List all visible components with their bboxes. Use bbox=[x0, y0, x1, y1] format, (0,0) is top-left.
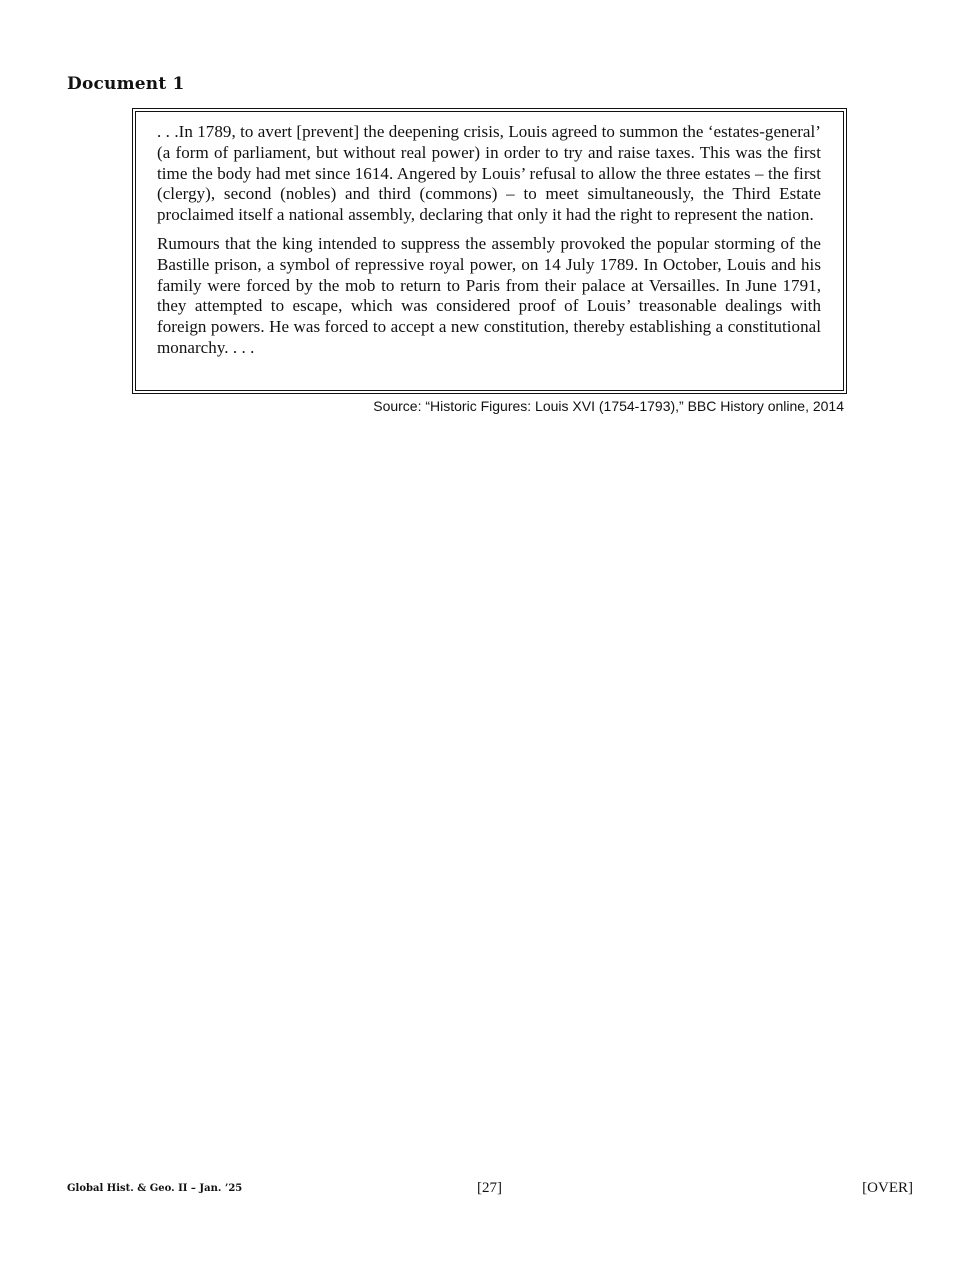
footer-exam-label: Global Hist. & Geo. II – Jan. ’25 bbox=[67, 1183, 243, 1194]
footer-over-label: [OVER] bbox=[862, 1180, 913, 1196]
excerpt-paragraph-1: . . .In 1789, to avert [prevent] the deepening crisis, Louis agreed to summon the ‘estates-general’ (a form of parliament, but without real power) in order to try and raise taxes. This was the first time the body had met since 1614. Angered by Louis’ refusal to allow the three estates – the first (clergy), second (nobles) and third (commons) – to meet simultaneously, the Third Estate proclaimed itself a national assembly, declaring that only it had the right to represent the nation. bbox=[157, 122, 821, 225]
document-heading: Document 1 bbox=[67, 74, 185, 94]
footer-page-number: [27] bbox=[477, 1180, 502, 1196]
excerpt-box bbox=[132, 108, 847, 394]
excerpt-paragraph-2: Rumours that the king intended to suppress the assembly provoked the popular storming of the Bastille prison, a symbol of repressive royal power, on 14 July 1789. In October, Louis and his family were forced by the mob to return to Paris from their palace at Versailles. In June 1791, they attempted to escape, which was considered proof of Louis’ treasonable dealings with foreign powers. He was forced to accept a new constitution, thereby establishing a constitutional monarchy. . . . bbox=[157, 233, 821, 357]
source-citation: Source: “Historic Figures: Louis XVI (1754-1793),” BBC History online, 2014 bbox=[373, 398, 844, 414]
